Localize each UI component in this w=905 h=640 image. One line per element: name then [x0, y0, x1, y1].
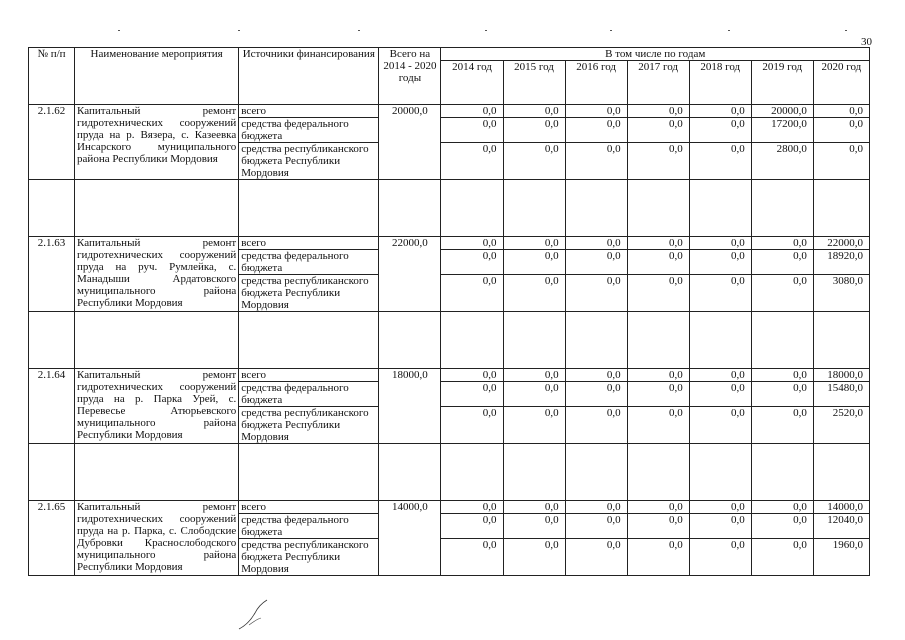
spacer-cell [503, 312, 565, 369]
year-value-federal: 0,0 [441, 514, 503, 539]
year-value-federal: 17200,0 [751, 118, 813, 143]
header-year: 2019 год [751, 61, 813, 105]
scan-artifact [610, 30, 612, 31]
source-all-label: всего [239, 369, 379, 382]
year-value-federal: 0,0 [565, 382, 627, 407]
year-value-all: 0,0 [751, 369, 813, 382]
scan-artifact [118, 30, 120, 31]
year-value-federal: 0,0 [565, 514, 627, 539]
year-value-federal: 0,0 [751, 250, 813, 275]
row-number: 2.1.64 [29, 369, 75, 444]
spacer-cell [565, 180, 627, 237]
spacer-cell [29, 180, 75, 237]
source-republic-label: средства республиканского бюджета Республики Мордовия [239, 407, 379, 444]
year-value-republic: 0,0 [503, 407, 565, 444]
year-value-republic: 2520,0 [813, 407, 869, 444]
year-value-all: 0,0 [627, 501, 689, 514]
spacer-cell [75, 444, 239, 501]
table-row [29, 237, 870, 250]
source-all-label: всего [239, 237, 379, 250]
spacer-cell [441, 444, 503, 501]
year-value-all: 0,0 [751, 501, 813, 514]
header-year: 2015 год [503, 61, 565, 105]
year-value-all: 0,0 [627, 105, 689, 118]
year-value-republic: 0,0 [627, 407, 689, 444]
measure-name: Капитальный ремонт гидротехнических сооружений пруда на р. Вязера, с. Казеевка Инсарского муниципального района Республики Мордовия [75, 105, 239, 180]
year-value-federal: 0,0 [627, 250, 689, 275]
year-value-republic: 0,0 [565, 539, 627, 576]
year-value-republic: 0,0 [503, 539, 565, 576]
year-value-federal: 15480,0 [813, 382, 869, 407]
year-value-republic: 0,0 [689, 143, 751, 180]
year-value-republic: 0,0 [813, 143, 869, 180]
year-value-federal: 0,0 [441, 118, 503, 143]
year-value-republic: 3080,0 [813, 275, 869, 312]
spacer-cell [239, 444, 379, 501]
source-republic-label: средства республиканского бюджета Республики Мордовия [239, 275, 379, 312]
year-value-federal: 0,0 [813, 118, 869, 143]
scan-artifact [728, 30, 730, 31]
measure-name: Капитальный ремонт гидротехнических сооружений пруда на р. Парка, с. Слободские Дубровки Краснослободского муниципального района Республики Мордовия [75, 501, 239, 576]
header-year: 2016 год [565, 61, 627, 105]
year-value-all: 0,0 [441, 237, 503, 250]
year-value-all: 0,0 [503, 237, 565, 250]
spacer-cell [379, 444, 441, 501]
spacer-cell [751, 444, 813, 501]
year-value-federal: 0,0 [689, 250, 751, 275]
year-value-republic: 0,0 [441, 407, 503, 444]
financing-table [28, 47, 870, 576]
spacer-cell [29, 312, 75, 369]
page-number: 30 [861, 36, 872, 48]
year-value-federal: 0,0 [503, 382, 565, 407]
header-measure-name: Наименование мероприятия [75, 48, 239, 105]
year-value-all: 0,0 [813, 105, 869, 118]
total-amount: 22000,0 [379, 237, 441, 312]
header-total: Всего на 2014 - 2020 годы [379, 48, 441, 105]
spacer-cell [813, 312, 869, 369]
spacer-cell [627, 444, 689, 501]
spacer-cell [503, 444, 565, 501]
header-years-group: В том числе по годам [441, 48, 870, 61]
row-number: 2.1.62 [29, 105, 75, 180]
source-federal-label: средства федерального бюджета [239, 514, 379, 539]
year-value-federal: 0,0 [503, 118, 565, 143]
spacer-cell [751, 180, 813, 237]
year-value-republic: 0,0 [627, 539, 689, 576]
table-header-row [29, 48, 870, 61]
year-value-federal: 0,0 [689, 514, 751, 539]
year-value-all: 0,0 [503, 501, 565, 514]
year-value-all: 0,0 [503, 105, 565, 118]
year-value-federal: 12040,0 [813, 514, 869, 539]
table-row [29, 105, 870, 118]
year-value-republic: 0,0 [751, 275, 813, 312]
header-funding-source: Источники финансирования [239, 48, 379, 105]
year-value-republic: 1960,0 [813, 539, 869, 576]
header-year: 2020 год [813, 61, 869, 105]
year-value-all: 0,0 [689, 369, 751, 382]
spacer-cell [813, 180, 869, 237]
total-amount: 14000,0 [379, 501, 441, 576]
year-value-all: 0,0 [441, 501, 503, 514]
spacer-cell [29, 444, 75, 501]
year-value-republic: 2800,0 [751, 143, 813, 180]
year-value-republic: 0,0 [503, 143, 565, 180]
scan-artifact [358, 30, 360, 31]
spacer-cell [239, 180, 379, 237]
measure-name: Капитальный ремонт гидротехнических сооружений пруда на р. Парка Урей, с. Перевесье Атюрьевского муниципального района Республики Мордовия [75, 369, 239, 444]
year-value-all: 0,0 [565, 105, 627, 118]
source-federal-label: средства федерального бюджета [239, 382, 379, 407]
year-value-federal: 0,0 [565, 118, 627, 143]
year-value-federal: 0,0 [689, 382, 751, 407]
year-value-all: 0,0 [689, 501, 751, 514]
spacer-cell [813, 444, 869, 501]
year-value-federal: 0,0 [627, 118, 689, 143]
spacer-row [29, 312, 870, 369]
spacer-cell [75, 312, 239, 369]
table-row [29, 501, 870, 514]
year-value-all: 22000,0 [813, 237, 869, 250]
header-number: № п/п [29, 48, 75, 105]
spacer-cell [441, 312, 503, 369]
handwritten-mark [235, 598, 275, 633]
year-value-all: 0,0 [565, 237, 627, 250]
table-body [29, 105, 870, 576]
year-value-republic: 0,0 [565, 143, 627, 180]
scan-artifact [238, 30, 240, 31]
scan-artifact [845, 30, 847, 31]
year-value-republic: 0,0 [689, 539, 751, 576]
year-value-republic: 0,0 [751, 407, 813, 444]
year-value-all: 0,0 [503, 369, 565, 382]
year-value-republic: 0,0 [689, 407, 751, 444]
header-year: 2014 год [441, 61, 503, 105]
year-value-republic: 0,0 [441, 275, 503, 312]
year-value-republic: 0,0 [565, 275, 627, 312]
year-value-all: 0,0 [441, 369, 503, 382]
year-value-all: 14000,0 [813, 501, 869, 514]
spacer-cell [689, 180, 751, 237]
year-value-federal: 0,0 [751, 514, 813, 539]
spacer-row [29, 444, 870, 501]
year-value-federal: 0,0 [441, 250, 503, 275]
table-row [29, 369, 870, 382]
total-amount: 20000,0 [379, 105, 441, 180]
year-value-republic: 0,0 [627, 275, 689, 312]
spacer-cell [565, 444, 627, 501]
year-value-all: 18000,0 [813, 369, 869, 382]
row-number: 2.1.63 [29, 237, 75, 312]
scan-artifact [485, 30, 487, 31]
year-value-federal: 18920,0 [813, 250, 869, 275]
year-value-all: 0,0 [441, 105, 503, 118]
source-republic-label: средства республиканского бюджета Республики Мордовия [239, 539, 379, 576]
year-value-federal: 0,0 [565, 250, 627, 275]
year-value-all: 0,0 [751, 237, 813, 250]
year-value-federal: 0,0 [503, 514, 565, 539]
year-value-republic: 0,0 [689, 275, 751, 312]
year-value-all: 20000,0 [751, 105, 813, 118]
year-value-federal: 0,0 [751, 382, 813, 407]
spacer-cell [689, 312, 751, 369]
year-value-all: 0,0 [565, 501, 627, 514]
spacer-cell [379, 312, 441, 369]
source-federal-label: средства федерального бюджета [239, 118, 379, 143]
measure-name: Капитальный ремонт гидротехнических сооружений пруда на руч. Румлейка, с. Манадыши Ардатовского муниципального района Республики Мордовия [75, 237, 239, 312]
spacer-cell [565, 312, 627, 369]
header-year: 2018 год [689, 61, 751, 105]
spacer-cell [441, 180, 503, 237]
year-value-all: 0,0 [627, 369, 689, 382]
total-amount: 18000,0 [379, 369, 441, 444]
year-value-all: 0,0 [565, 369, 627, 382]
header-year: 2017 год [627, 61, 689, 105]
year-value-federal: 0,0 [441, 382, 503, 407]
year-value-federal: 0,0 [627, 382, 689, 407]
year-value-republic: 0,0 [503, 275, 565, 312]
year-value-republic: 0,0 [441, 539, 503, 576]
year-value-all: 0,0 [689, 105, 751, 118]
source-all-label: всего [239, 501, 379, 514]
year-value-republic: 0,0 [441, 143, 503, 180]
spacer-cell [239, 312, 379, 369]
year-value-all: 0,0 [627, 237, 689, 250]
year-value-republic: 0,0 [565, 407, 627, 444]
spacer-cell [503, 180, 565, 237]
source-federal-label: средства федерального бюджета [239, 250, 379, 275]
spacer-row [29, 180, 870, 237]
spacer-cell [627, 180, 689, 237]
spacer-cell [627, 312, 689, 369]
year-value-federal: 0,0 [689, 118, 751, 143]
year-value-federal: 0,0 [627, 514, 689, 539]
year-value-federal: 0,0 [503, 250, 565, 275]
row-number: 2.1.65 [29, 501, 75, 576]
spacer-cell [689, 444, 751, 501]
year-value-republic: 0,0 [751, 539, 813, 576]
source-republic-label: средства республиканского бюджета Республики Мордовия [239, 143, 379, 180]
spacer-cell [75, 180, 239, 237]
source-all-label: всего [239, 105, 379, 118]
spacer-cell [751, 312, 813, 369]
year-value-republic: 0,0 [627, 143, 689, 180]
spacer-cell [379, 180, 441, 237]
year-value-all: 0,0 [689, 237, 751, 250]
